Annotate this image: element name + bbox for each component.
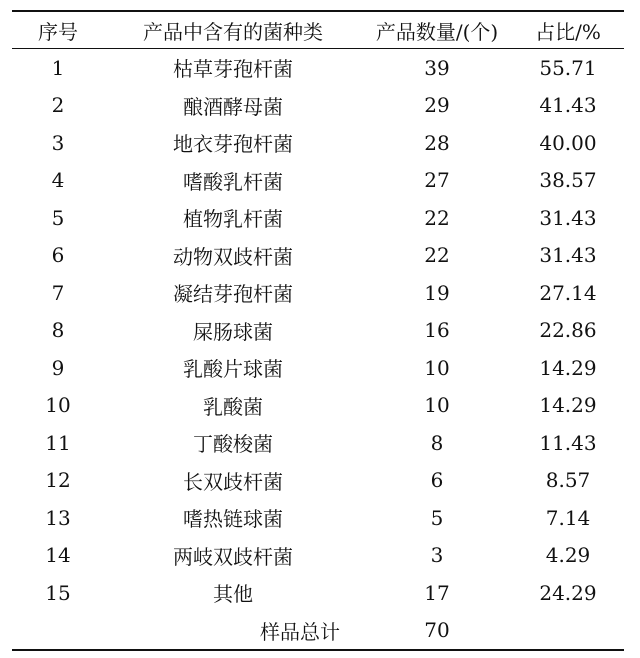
row-index: 7 [51, 280, 65, 305]
row-index: 3 [51, 130, 65, 155]
table-row [12, 462, 624, 500]
row-product-count: 22 [424, 243, 450, 268]
row-percent: 14.29 [539, 355, 597, 380]
table-body [12, 49, 624, 651]
row-index: 5 [51, 205, 65, 230]
row-product-count: 28 [424, 130, 450, 155]
row-percent: 11.43 [539, 430, 597, 455]
row-strain-name: 乳酸菌 [203, 394, 263, 419]
row-index: 14 [45, 543, 71, 568]
row-index: 10 [45, 393, 71, 418]
table-row [12, 124, 624, 162]
row-percent: 55.71 [539, 55, 597, 80]
table-row [12, 312, 624, 350]
header-percent: 占比/% [512, 11, 624, 49]
table-row [12, 237, 624, 275]
row-percent: 8.57 [545, 468, 591, 493]
total-percent-cell [512, 612, 624, 651]
header-product-count: 产品数量/(个) [362, 11, 512, 49]
table-row [12, 499, 624, 537]
total-count: 70 [362, 612, 512, 651]
row-index: 2 [51, 93, 65, 118]
row-strain-name: 长双歧杆菌 [183, 469, 283, 494]
row-percent: 40.00 [539, 130, 597, 155]
total-label: 样品总计 [104, 612, 362, 651]
total-index-cell [12, 612, 104, 651]
row-product-count: 39 [424, 55, 450, 80]
row-product-count: 5 [430, 505, 444, 530]
total-row [12, 612, 624, 651]
row-product-count: 17 [424, 580, 450, 605]
row-index: 11 [45, 430, 71, 455]
header-strain-name: 产品中含有的菌种类 [104, 11, 362, 49]
row-strain-name: 动物双歧杆菌 [173, 244, 293, 269]
table-row [12, 49, 624, 87]
row-strain-name: 丁酸梭菌 [193, 432, 273, 457]
row-product-count: 19 [424, 280, 450, 305]
row-percent: 27.14 [539, 280, 597, 305]
table-row [12, 162, 624, 200]
row-percent: 14.29 [539, 393, 597, 418]
row-percent: 24.29 [539, 580, 597, 605]
table-row [12, 574, 624, 612]
row-strain-name: 凝结芽孢杆菌 [173, 282, 293, 307]
row-product-count: 16 [424, 318, 450, 343]
row-product-count: 10 [424, 355, 450, 380]
table-row [12, 537, 624, 575]
row-index: 8 [51, 318, 65, 343]
table-header [12, 11, 624, 49]
row-strain-name: 嗜热链球菌 [183, 507, 283, 532]
header-index: 序号 [12, 11, 104, 49]
row-product-count: 3 [430, 543, 444, 568]
table-row [12, 424, 624, 462]
table-row [12, 274, 624, 312]
row-strain-name: 屎肠球菌 [193, 319, 273, 344]
row-index: 1 [51, 55, 65, 80]
row-strain-name: 嗜酸乳杆菌 [183, 169, 283, 194]
row-product-count: 22 [424, 205, 450, 230]
header-row [12, 11, 624, 49]
row-product-count: 8 [430, 430, 444, 455]
row-index: 4 [51, 168, 65, 193]
row-strain-name: 地衣芽孢杆菌 [173, 132, 293, 157]
row-index: 15 [45, 580, 71, 605]
table-row [12, 87, 624, 125]
table-row [12, 349, 624, 387]
table-row [12, 387, 624, 425]
row-strain-name: 两岐双歧杆菌 [173, 544, 293, 569]
row-percent: 31.43 [539, 205, 597, 230]
row-product-count: 29 [424, 93, 450, 118]
row-percent: 22.86 [539, 318, 597, 343]
row-strain-name: 乳酸片球菌 [183, 357, 283, 382]
row-strain-name: 酿酒酵母菌 [183, 94, 283, 119]
row-product-count: 10 [424, 393, 450, 418]
row-product-count: 27 [424, 168, 450, 193]
row-percent: 31.43 [539, 243, 597, 268]
row-index: 13 [45, 505, 71, 530]
row-percent: 4.29 [545, 543, 591, 568]
row-percent: 38.57 [539, 168, 597, 193]
row-index: 9 [51, 355, 65, 380]
table-row [12, 199, 624, 237]
row-percent: 41.43 [539, 93, 597, 118]
strain-table [12, 10, 624, 651]
row-strain-name: 枯草芽孢杆菌 [173, 57, 293, 82]
row-strain-name: 其他 [213, 582, 253, 607]
row-percent: 7.14 [545, 505, 591, 530]
row-product-count: 6 [430, 468, 444, 493]
row-strain-name: 植物乳杆菌 [183, 207, 283, 232]
row-index: 6 [51, 243, 65, 268]
row-index: 12 [45, 468, 71, 493]
